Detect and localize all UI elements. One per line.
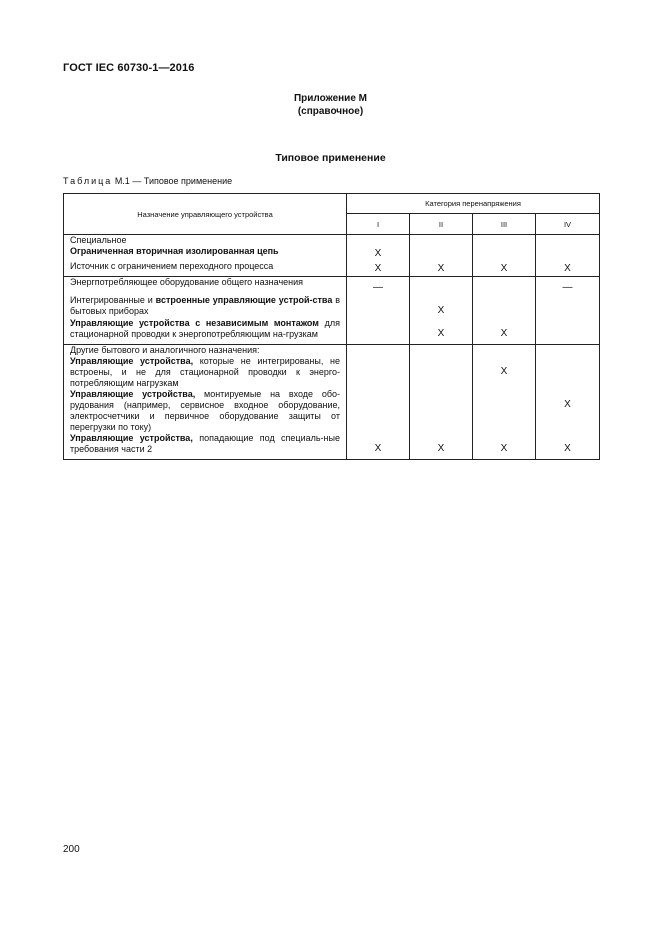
category-header: I xyxy=(347,214,410,235)
table-row xyxy=(64,356,600,389)
category-mark-cell xyxy=(347,235,410,247)
category-mark-cell: X xyxy=(410,261,473,277)
category-header: IV xyxy=(536,214,600,235)
category-mark-cell: X xyxy=(473,261,536,277)
category-mark-cell: X xyxy=(410,433,473,460)
table-row xyxy=(64,261,600,277)
category-header: III xyxy=(473,214,536,235)
category-mark-cell xyxy=(473,246,536,261)
designation-text-bold: Управляющие устройства, xyxy=(70,356,194,366)
category-mark-cell: X xyxy=(536,433,600,460)
column-header-category: Категория перенапряжения xyxy=(347,194,600,214)
category-mark-cell xyxy=(536,295,600,318)
category-mark-cell xyxy=(536,345,600,357)
table-body xyxy=(64,235,600,460)
category-mark-cell: X xyxy=(347,261,410,277)
category-mark-cell xyxy=(347,295,410,318)
category-mark-cell xyxy=(347,389,410,433)
category-mark-cell xyxy=(347,356,410,389)
designation-text: Специальное xyxy=(70,235,127,245)
table-row xyxy=(64,235,600,247)
appendix-subtitle: (справочное) xyxy=(297,106,364,117)
designation-text: Источник с ограничением переходного процесса xyxy=(70,261,274,271)
table-caption-text: — Типовое применение xyxy=(132,176,233,186)
table-row xyxy=(64,433,600,460)
category-mark-cell: X xyxy=(410,295,473,318)
designation-cell xyxy=(64,389,347,433)
category-mark-cell: X xyxy=(410,318,473,345)
table-caption-number: М.1 xyxy=(114,176,130,186)
category-mark-cell xyxy=(536,318,600,345)
designation-cell xyxy=(64,345,347,357)
category-mark-cell: X xyxy=(536,389,600,433)
designation-text: в бытовых приборах xyxy=(70,295,340,316)
category-mark-cell xyxy=(410,389,473,433)
column-header-designation: Назначение управляющего устройства xyxy=(64,194,347,235)
table-row xyxy=(64,246,600,261)
appendix-title: Приложение М xyxy=(293,93,368,104)
designation-text: Интегрированные и xyxy=(70,295,156,305)
designation-cell xyxy=(64,295,347,318)
designation-cell xyxy=(64,356,347,389)
category-header: II xyxy=(410,214,473,235)
designation-cell xyxy=(64,235,347,247)
category-mark-cell xyxy=(410,235,473,247)
application-table xyxy=(63,193,600,460)
category-mark-cell xyxy=(410,277,473,296)
designation-text: для стационарной проводки к энергопотребляющим на-грузкам xyxy=(70,318,340,339)
designation-text-bold: Управляющие устройства, xyxy=(70,389,196,399)
table-row xyxy=(64,295,600,318)
category-mark-cell: — xyxy=(536,277,600,296)
designation-text: монтируемые на входе обо-рудования (например, сервисное входное оборудование, электросчетчики и первичное оборудование защиты от перегрузки по току) xyxy=(70,389,341,432)
appendix-heading xyxy=(0,92,661,118)
designation-cell xyxy=(64,318,347,345)
category-mark-cell xyxy=(536,246,600,261)
category-mark-cell xyxy=(473,389,536,433)
table-row xyxy=(64,389,600,433)
designation-cell xyxy=(64,246,347,261)
category-mark-cell xyxy=(347,318,410,345)
category-mark-cell: X xyxy=(347,246,410,261)
category-mark-cell xyxy=(410,356,473,389)
designation-text: которые не интегрированы, не встроены, и не для стационарной проводки к энерго-потребляющим нагрузкам xyxy=(70,356,341,388)
category-mark-cell xyxy=(410,345,473,357)
category-mark-cell: X xyxy=(536,261,600,277)
category-mark-cell: X xyxy=(347,433,410,460)
category-mark-cell xyxy=(410,246,473,261)
designation-text-bold: встроенные управляющие устрой-ства xyxy=(155,295,333,305)
category-mark-cell xyxy=(536,356,600,389)
category-mark-cell xyxy=(473,235,536,247)
designation-text-bold: Ограниченная вторичная изолированная цепь xyxy=(70,246,279,256)
section-title: Типовое применение xyxy=(275,152,386,164)
category-mark-cell: X xyxy=(473,318,536,345)
category-mark-cell: X xyxy=(473,433,536,460)
designation-text: Другие бытового и аналогичного назначения: xyxy=(70,345,260,355)
table-caption-prefix: Таблица xyxy=(63,176,113,186)
category-mark-cell xyxy=(536,235,600,247)
table-caption xyxy=(63,176,232,186)
document-header: ГОСТ IEC 60730-1—2016 xyxy=(63,62,195,74)
category-mark-cell xyxy=(473,345,536,357)
designation-text-bold: Управляющие устройства с независимым монтажом xyxy=(70,318,319,328)
category-mark-cell: — xyxy=(347,277,410,296)
table-row xyxy=(64,345,600,357)
designation-cell xyxy=(64,261,347,277)
designation-cell xyxy=(64,277,347,296)
category-mark-cell xyxy=(473,295,536,318)
designation-cell xyxy=(64,433,347,460)
page-number: 200 xyxy=(63,844,80,855)
designation-text: Энергпотребляющее оборудование общего назначения xyxy=(70,277,304,287)
table-row xyxy=(64,318,600,345)
category-mark-cell: X xyxy=(473,356,536,389)
designation-text-bold: Управляющие устройства, xyxy=(70,433,193,443)
category-mark-cell xyxy=(473,277,536,296)
table-row xyxy=(64,277,600,296)
category-mark-cell xyxy=(347,345,410,357)
designation-text: попадающие под специаль-ные требования части 2 xyxy=(70,433,341,454)
